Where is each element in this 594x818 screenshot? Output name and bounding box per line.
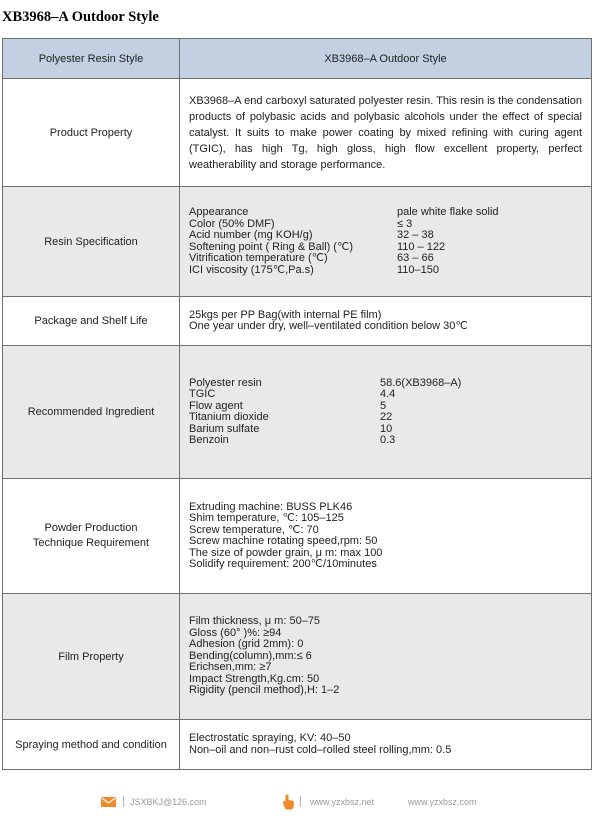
ingredient-row [189,412,582,424]
ingredient-name: Polyester resin [189,376,262,389]
ingredient-amount: 4.4 [380,388,396,400]
spec-value: 32 – 38 [397,229,434,241]
recommended-ingredient-label: Recommended Ingredient [3,346,180,479]
powder-production-label-line2: Technique Requirement [32,537,150,549]
spec-value: ≤ 3 [397,217,413,230]
table-header-row [3,39,592,79]
powder-production-label-line1: Powder Production [44,522,138,534]
spec-row [189,230,582,242]
film-line: Bending(column),mm:≤ 6 [189,649,312,662]
product-property-row [3,79,592,187]
package-row [3,297,592,346]
spec-row [189,253,582,265]
package-line: 25kgs per PP Bag(with internal PE film) [189,308,382,321]
powder-line: Screw temperature, ℃: 70 [189,523,319,536]
package-line: One year under dry, well–ventilated condition below 30℃ [189,320,468,332]
spraying-line: Electrostatic spraying, KV: 40–50 [189,732,351,744]
ingredient-name: Flow agent [189,399,243,412]
powder-line: Solidify requirement: 200℃/10minutes [189,558,377,570]
film-property-row [3,594,592,720]
product-property-text: XB3968–A end carboxyl saturated polyester resin. This resin is the condensation products of polybasic acids and polybasic alcohols under the effect of special catalyst. It suits to make power coating by mixed refining with curing agent (TGIC), has high Tg, high gloss, high flow excellent property, perfect weatherability and storage performance. [189,94,582,171]
spec-key: Appearance [189,206,249,218]
ingredient-row [189,435,582,447]
ingredient-amount: 5 [380,399,387,412]
ingredient-amount: 58.6(XB3968–A) [380,376,462,389]
ingredient-amount: 10 [380,422,393,435]
film-line: Gloss (60° )%: ≥94 [189,626,282,639]
package-label: Package and Shelf Life [3,297,180,346]
spec-value: 63 – 66 [397,252,434,264]
spec-row [189,265,582,277]
spec-key: Color (50% DMF) [189,217,275,230]
powder-line: Shim temperature, ℃: 105–125 [189,512,344,524]
ingredient-row [189,389,582,401]
spec-value: 110 – 122 [397,240,446,253]
resin-specification-row [3,187,592,297]
header-value: XB3968–A Outdoor Style [180,39,592,79]
footer [0,794,594,810]
footer-divider [300,796,301,807]
spec-key: Acid number (mg KOH/g) [189,229,313,241]
spec-key: Softening point ( Ring & Ball) (℃) [189,240,353,253]
spraying-line: Non–oil and non–rust cold–rolled steel rolling,mm: 0.5 [189,743,452,756]
spec-value: 110–150 [397,263,440,276]
ingredient-amount: 22 [380,411,393,423]
spec-key: ICI viscosity (175℃,Pa.s) [189,263,314,276]
ingredient-amount: 0.3 [380,434,396,446]
powder-line: Screw machine rotating speed,rpm: 50 [189,535,378,547]
spec-value: pale white flake solid [397,206,499,218]
footer-divider [123,796,124,807]
ingredient-name: Titanium dioxide [189,411,269,423]
spraying-row [3,720,592,770]
footer-email[interactable]: JSXBKJ@126.com [130,797,207,807]
film-line: Film thickness, μ m: 50–75 [189,615,321,628]
spraying-label: Spraying method and condition [3,720,180,770]
footer-website-net[interactable]: www.yzxbsz.net [310,797,375,807]
header-label: Polyester Resin Style [3,39,180,79]
film-line: Impact Strength,Kg.cm: 50 [189,672,320,685]
ingredient-name: TGIC [189,388,216,400]
powder-line: The size of powder grain, μ m: max 100 [189,546,383,559]
ingredient-name: Benzoin [189,434,229,446]
spec-table [2,38,592,770]
product-property-label: Product Property [3,79,180,187]
footer-website-com[interactable]: www.yzxbsz.com [408,797,477,807]
spec-key: Vitrification temperature (℃) [189,252,328,264]
ingredient-name: Barium sulfate [189,422,260,435]
pointing-hand-icon [281,794,295,812]
page-title: XB3968–A Outdoor Style [2,9,159,25]
film-line: Rigidity (pencil method),H: 1–2 [189,684,340,697]
film-line: Erichsen,mm: ≥7 [189,661,272,674]
recommended-ingredient-row [3,346,592,479]
film-property-label: Film Property [3,594,180,720]
film-line: Adhesion (grid 2mm): 0 [189,638,304,651]
powder-production-row [3,479,592,594]
powder-line: Extruding machine: BUSS PLK46 [189,500,353,513]
resin-specification-label: Resin Specification [3,187,180,297]
spec-row [189,207,582,219]
envelope-icon [101,797,116,809]
